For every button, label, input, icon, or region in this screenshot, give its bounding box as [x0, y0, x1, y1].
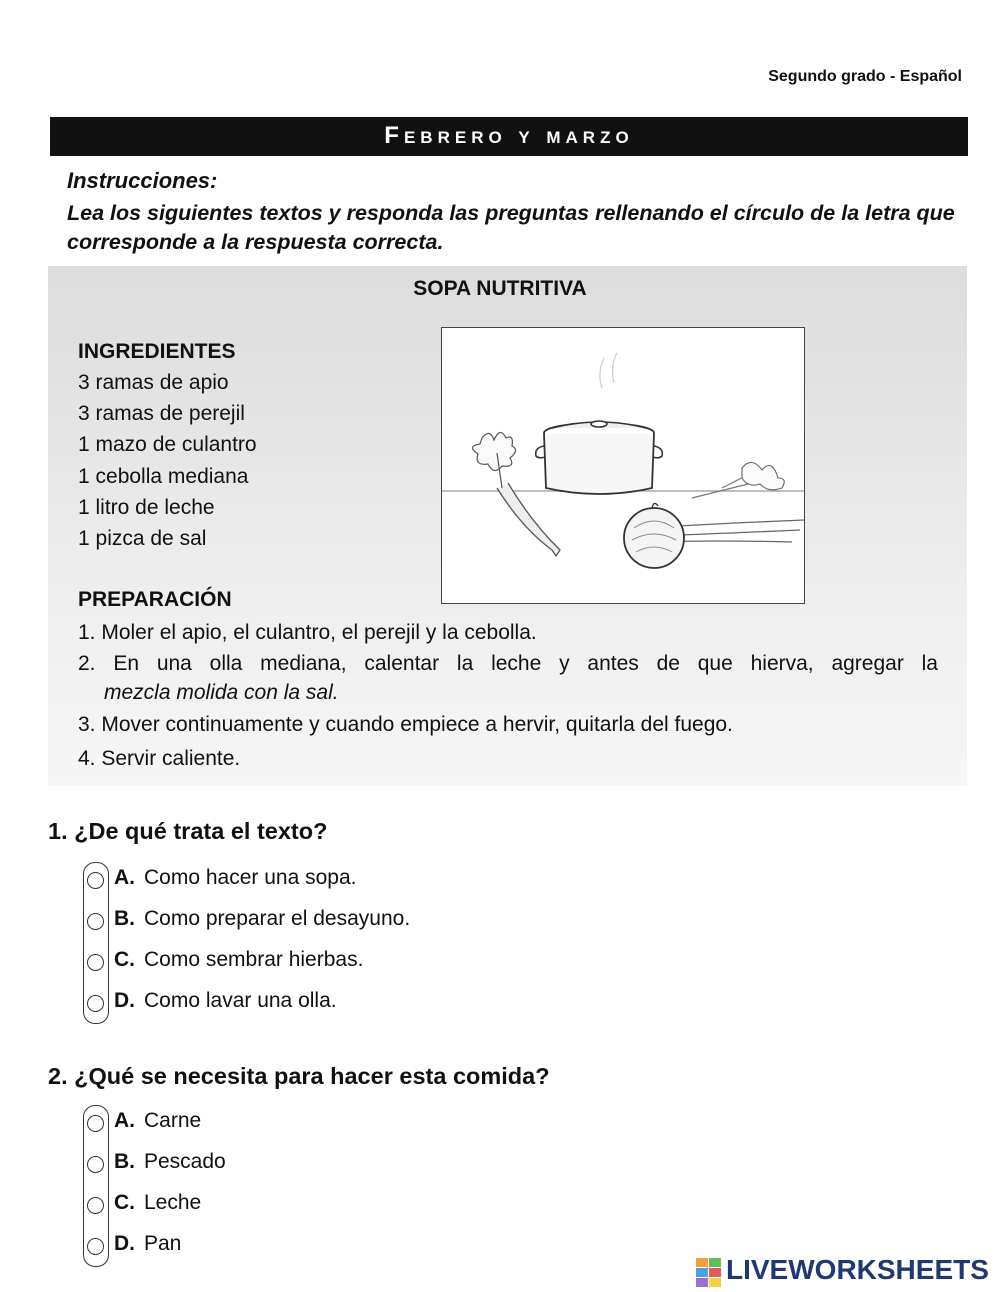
radio-circle[interactable]	[87, 872, 104, 889]
instructions-body: Lea los siguientes textos y responda las preguntas rellenando el círculo de la letra que corresponde a la respuesta correcta.	[67, 201, 955, 254]
step-1: 1. Moler el apio, el culantro, el perejil y la cebolla.	[78, 621, 537, 644]
question-1-prompt: 1. ¿De qué trata el texto?	[48, 818, 328, 844]
option-letter: C.	[114, 948, 135, 971]
title-banner	[50, 117, 968, 156]
radio-circle[interactable]	[87, 1156, 104, 1173]
logo-blocks-icon	[696, 1258, 722, 1288]
question-1-options	[83, 862, 513, 1026]
option-letter: A.	[114, 866, 135, 889]
pot-vegetables-drawing	[442, 328, 804, 603]
ingredient-item: 3 ramas de apio	[78, 371, 229, 394]
option-letter: C.	[114, 1191, 135, 1214]
ingredient-item: 1 pizca de sal	[78, 527, 207, 551]
radio-circle[interactable]	[87, 913, 104, 930]
option-1d[interactable]	[83, 985, 513, 1026]
preparation-heading: PREPARACIÓN	[78, 588, 232, 611]
radio-circle[interactable]	[87, 1197, 104, 1214]
step-2-continued: mezcla molida con la sal.	[104, 681, 339, 704]
option-letter: A.	[114, 1109, 135, 1132]
option-letter: B.	[114, 1150, 135, 1173]
radio-circle[interactable]	[87, 995, 104, 1012]
option-2d[interactable]	[83, 1228, 513, 1269]
option-text: Pescado	[144, 1150, 226, 1173]
ingredients-list	[78, 367, 257, 554]
question-2-options	[83, 1105, 513, 1269]
ingredient-item: 3 ramas de perejil	[78, 402, 245, 426]
question-2-prompt: 2. ¿Qué se necesita para hacer esta comida?	[48, 1063, 550, 1089]
ingredient-item: 1 mazo de culantro	[78, 433, 257, 457]
ingredients-heading: INGREDIENTES	[78, 340, 236, 363]
radio-circle[interactable]	[87, 1238, 104, 1255]
option-2b[interactable]	[83, 1146, 513, 1187]
option-letter: B.	[114, 907, 135, 930]
grade-label: Segundo grado - Español	[768, 68, 962, 85]
banner-title: Febrero y marzo	[384, 122, 634, 149]
option-1c[interactable]	[83, 944, 513, 985]
step-2: 2. En una olla mediana, calentar la leche y antes de que hierva, agregar la	[78, 652, 938, 675]
option-text: Como preparar el desayuno.	[144, 907, 411, 930]
option-text: Como hacer una sopa.	[144, 866, 357, 889]
soup-illustration	[441, 327, 805, 604]
step-3: 3. Mover continuamente y cuando empiece a hervir, quitarla del fuego.	[78, 713, 733, 736]
radio-circle[interactable]	[87, 1115, 104, 1132]
ingredient-item: 1 cebolla mediana	[78, 464, 249, 488]
option-2c[interactable]	[83, 1187, 513, 1228]
ingredient-item: 1 litro de leche	[78, 495, 215, 519]
option-text: Carne	[144, 1109, 202, 1132]
option-1a[interactable]	[83, 862, 513, 903]
option-text: Como sembrar hierbas.	[144, 948, 364, 971]
option-1b[interactable]	[83, 903, 513, 944]
option-text: Como lavar una olla.	[144, 989, 337, 1012]
recipe-title: SOPA NUTRITIVA	[413, 277, 587, 300]
option-text: Pan	[144, 1232, 182, 1255]
radio-circle[interactable]	[87, 954, 104, 971]
option-2a[interactable]	[83, 1105, 513, 1146]
option-letter: D.	[114, 989, 135, 1012]
option-letter: D.	[114, 1232, 135, 1255]
instructions-heading: Instrucciones:	[67, 168, 218, 193]
logo-text: LIVEWORKSHEETS	[726, 1254, 989, 1285]
option-text: Leche	[144, 1191, 202, 1214]
step-4: 4. Servir caliente.	[78, 747, 241, 770]
